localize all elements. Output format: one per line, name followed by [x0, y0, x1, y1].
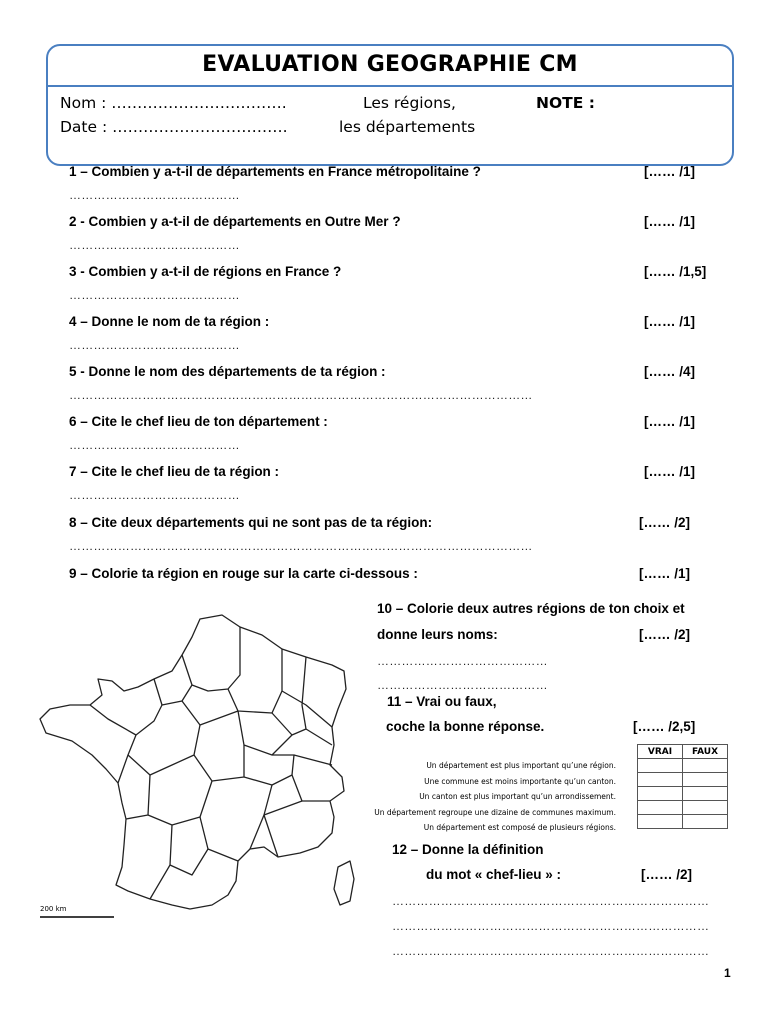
question-10-line-2: donne leurs noms: [377, 627, 498, 642]
question-9: 9 – Colorie ta région en rouge sur la carte ci-dessous : [69, 566, 418, 581]
answer-line-5[interactable]: …………………………………………………………………………………………………… [69, 388, 533, 402]
score-5: […… /4] [644, 364, 696, 379]
checkbox-vrai-5[interactable] [638, 815, 683, 829]
answer-line-10b[interactable]: …………………………………… [377, 678, 548, 692]
score-1: […… /1] [644, 164, 696, 179]
question-5: 5 - Donne le nom des départements de ta région : [69, 364, 386, 379]
answer-line-8[interactable]: …………………………………………………………………………………………………… [69, 539, 533, 553]
score-12: […… /2] [641, 867, 693, 882]
statement-3: Un canton est plus important qu’un arrondissement. [419, 792, 616, 801]
col-header-faux: FAUX [683, 745, 728, 759]
answer-line-4[interactable]: …………………………………… [69, 338, 240, 352]
checkbox-vrai-4[interactable] [638, 801, 683, 815]
topic-line-2: les départements [339, 118, 476, 136]
france-regions-map[interactable] [32, 605, 370, 935]
note-label: NOTE : [536, 94, 595, 112]
header-divider [48, 85, 732, 87]
score-10: […… /2] [639, 627, 691, 642]
statement-2: Une commune est moins importante qu’un canton. [424, 777, 616, 786]
score-7: […… /1] [644, 464, 696, 479]
date-field[interactable]: Date : ……………………………. [60, 118, 288, 136]
question-11-line-2: coche la bonne réponse. [386, 719, 545, 734]
checkbox-faux-1[interactable] [683, 759, 728, 773]
answer-line-2[interactable]: …………………………………… [69, 238, 240, 252]
statement-1: Un département est plus important qu’une région. [426, 761, 616, 770]
corsica-outline [334, 861, 354, 905]
score-3: […… /1,5] [644, 264, 707, 279]
question-3: 3 - Combien y a-t-il de régions en France ? [69, 264, 342, 279]
answer-line-10a[interactable]: …………………………………… [377, 654, 548, 668]
checkbox-faux-4[interactable] [683, 801, 728, 815]
checkbox-vrai-3[interactable] [638, 787, 683, 801]
answer-line-7[interactable]: …………………………………… [69, 488, 240, 502]
answer-line-3[interactable]: …………………………………… [69, 288, 240, 302]
checkbox-faux-3[interactable] [683, 787, 728, 801]
page-number: 1 [724, 966, 731, 980]
question-12-line-2: du mot « chef-lieu » : [426, 867, 562, 882]
map-scale-label: 200 km [40, 905, 67, 913]
question-11-line-1: 11 – Vrai ou faux, [387, 694, 497, 709]
answer-line-12a[interactable]: …………………………………………………………………… [392, 894, 710, 908]
answer-line-1[interactable]: …………………………………… [69, 188, 240, 202]
true-false-table [637, 744, 728, 829]
answer-line-12b[interactable]: …………………………………………………………………… [392, 919, 710, 933]
checkbox-faux-2[interactable] [683, 773, 728, 787]
score-6: […… /1] [644, 414, 696, 429]
question-8: 8 – Cite deux départements qui ne sont pas de ta région: [69, 515, 433, 530]
score-2: […… /1] [644, 214, 696, 229]
question-7: 7 – Cite le chef lieu de ta région : [69, 464, 280, 479]
score-9: […… /1] [639, 566, 691, 581]
statement-4: Un département regroupe une dizaine de communes maximum. [374, 808, 616, 817]
checkbox-vrai-2[interactable] [638, 773, 683, 787]
score-8: […… /2] [639, 515, 691, 530]
checkbox-faux-5[interactable] [683, 815, 728, 829]
answer-line-12c[interactable]: …………………………………………………………………… [392, 944, 710, 958]
france-map-svg [32, 605, 370, 935]
score-11: […… /2,5] [633, 719, 696, 734]
score-4: […… /1] [644, 314, 696, 329]
question-10-line-1: 10 – Colorie deux autres régions de ton choix et [377, 601, 685, 616]
header-box [46, 44, 734, 166]
name-field[interactable]: Nom : ……………………………. [60, 94, 287, 112]
checkbox-vrai-1[interactable] [638, 759, 683, 773]
question-2: 2 - Combien y a-t-il de départements en Outre Mer ? [69, 214, 401, 229]
col-header-vrai: VRAI [638, 745, 683, 759]
france-outline [40, 615, 346, 909]
question-4: 4 – Donne le nom de ta région : [69, 314, 270, 329]
question-6: 6 – Cite le chef lieu de ton département : [69, 414, 328, 429]
question-12-line-1: 12 – Donne la définition [392, 842, 544, 857]
page-title: EVALUATION GEOGRAPHIE CM [202, 52, 578, 77]
answer-line-6[interactable]: …………………………………… [69, 438, 240, 452]
question-1: 1 – Combien y a-t-il de départements en France métropolitaine ? [69, 164, 481, 179]
topic-line-1: Les régions, [363, 94, 456, 112]
statement-5: Un département est composé de plusieurs régions. [423, 823, 616, 832]
